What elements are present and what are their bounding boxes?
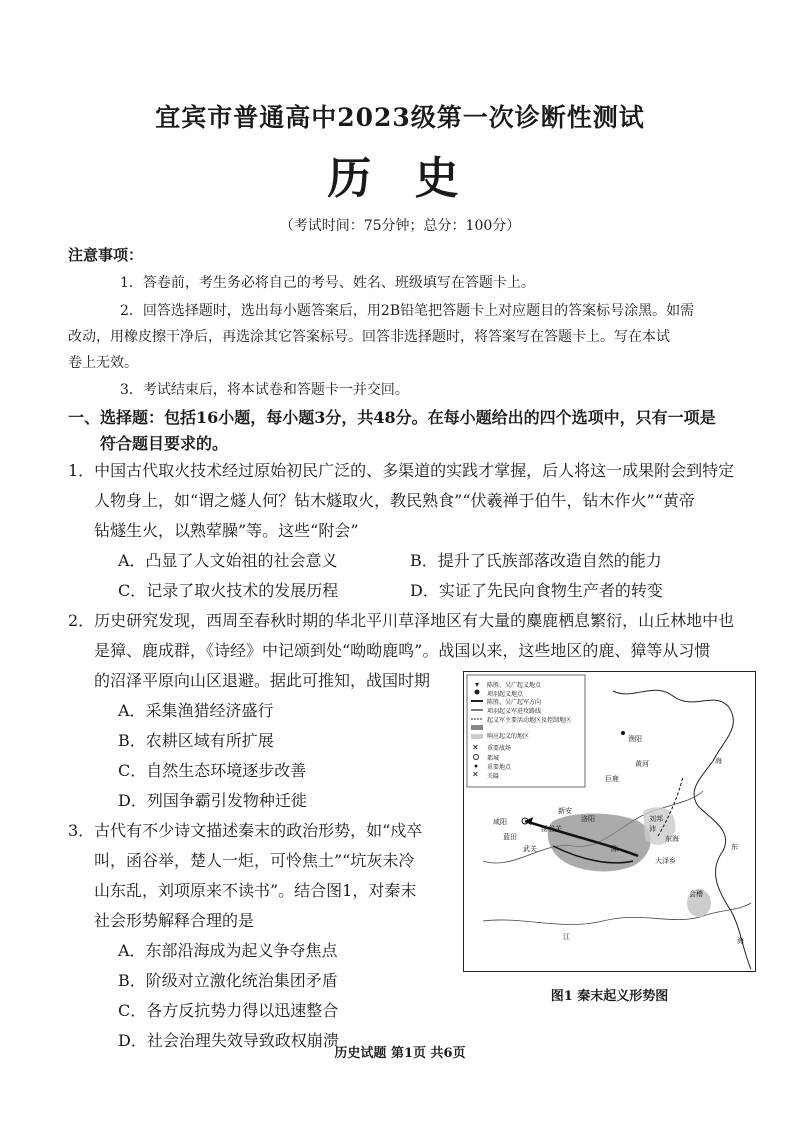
note-2-end: 卷上无效。: [68, 355, 138, 371]
battle-icon: ✕: [472, 743, 479, 752]
place-label-hanguguan: 函谷关: [541, 825, 562, 833]
q2-option-c: C．自然生态环境逐步改善: [118, 761, 307, 780]
q2-stem: 2．历史研究发现，西周至春秋时期的华北平川草泽地区有大量的麋鹿栖息繁衍，山丘林地中也: [68, 611, 735, 630]
place-label-kuaiji: 会稽: [689, 890, 703, 898]
q3-stem: 3．古代有不少诗文描述秦末的政治形势，如“戍卒: [68, 821, 423, 840]
legend-item: 陈胜、吴广起军方向: [487, 699, 542, 706]
note-3: 3．考试结束后，将本试卷和答题卡一并交回。: [120, 382, 409, 398]
q2-stem-3: 的沼泽平原向山区退避。据此可推知，战国时期: [94, 671, 431, 690]
place-label-lantian: 蓝田: [503, 833, 517, 841]
place-label-luoyang: 洛阳: [581, 815, 595, 823]
q2-option-d: D．列国争霸引发物种迁徙: [118, 791, 307, 810]
note-2: 2．回答选择题时，选出每小题答案后，用2B铅笔把答题卡上对应题目的答案标号涂黑。如需: [120, 303, 695, 319]
q3-stem-4: 社会形势解释合理的是: [94, 911, 255, 930]
place-label-wuguan: 武关: [523, 845, 537, 853]
map-legend: [467, 675, 585, 787]
legend-item: 都城: [487, 755, 500, 762]
place-label-xinan: 新安: [558, 807, 572, 815]
q1-stem-3: 钻燧生火，以熟荤臊”等。这些“附会”: [94, 521, 359, 540]
place-icon: [475, 765, 478, 768]
q2-option-b: B．农耕区域有所扩展: [118, 731, 274, 750]
place-label-donghai: 东海: [665, 835, 679, 843]
place-label-river: 黄河: [635, 760, 649, 768]
place-label-hai: 海: [715, 757, 722, 765]
legend-item: 重要地点: [487, 764, 512, 771]
area-swatch-icon: [471, 725, 483, 730]
place-label-hai-2: 海: [737, 937, 744, 945]
q3-option-c: C．各方反抗势力得以迅速整合: [118, 1001, 339, 1020]
legend-item: 项羽起义军进攻路线: [487, 708, 542, 715]
place-label-dong: 东: [731, 843, 738, 851]
q3-stem-2: 叫，函谷举，楚人一炬，可怜焦土”“坑灰未冷: [94, 851, 415, 870]
place-label-chen: 陈: [611, 845, 618, 853]
legend-item: 重要战场: [487, 745, 512, 752]
q1-stem: 1．中国古代取火技术经过原始初民广泛的、多渠道的实践才掌握，后人将这一成果附会到特定: [68, 461, 735, 480]
legend-item: 陈胜、吴广起义地点: [487, 682, 542, 689]
area-swatch-icon: [471, 734, 483, 739]
q3-option-a: A．东部沿海成为起义争夺焦点: [118, 941, 338, 960]
legend-item: 关隘: [487, 773, 500, 780]
section-heading: 一、选择题：包括16小题，每小题3分，共48分。在每小题给出的四个选项中，只有一项是: [68, 408, 716, 427]
q3-stem-3: 山东乱，刘项原来不读书”。结合图1，对秦末: [94, 881, 417, 900]
figure-caption: 图1 秦末起义形势图: [550, 989, 669, 1004]
q2-stem-2: 是獐、鹿成群，《诗经》中记颂到处“呦呦鹿鸣”。战国以来，这些地区的鹿、獐等从习惯: [94, 641, 711, 660]
place-marker: [621, 731, 625, 735]
legend-item: 起义军主要活动地区及控制地区: [487, 717, 572, 724]
place-label-jiang: 江: [563, 933, 570, 941]
place-label-yuyang: 渔阳: [628, 735, 642, 743]
figure-map: [463, 671, 756, 972]
exam-info: （考试时间：75分钟；总分：100分）: [279, 218, 521, 234]
marker-icon: [475, 690, 480, 695]
q1-option-a: A．凸显了人文始祖的社会意义: [118, 551, 338, 570]
pass-icon: ✕: [472, 770, 479, 779]
note-1: 1．答卷前，考生务必将自己的考号、姓名、班级填写在答题卡上。: [120, 275, 535, 291]
q1-stem-2: 人物身上，如“谓之燧人何？钻木燧取火，教民熟食”“伏羲禅于伯牛，钻木作火”“黄帝: [94, 491, 695, 510]
q1-option-d: D．实证了先民向食物生产者的转变: [410, 581, 663, 600]
notes-heading: 注意事项：: [68, 246, 144, 264]
legend-item: 响应起义的地区: [487, 733, 530, 740]
q1-option-c: C．记录了取火技术的发展历程: [118, 581, 339, 600]
q3-option-d: D．社会治理失效导致政权崩溃: [118, 1031, 339, 1050]
place-label-julu: 巨鹿: [605, 775, 619, 783]
place-label-dazexiang: 大泽乡: [655, 857, 676, 865]
place-label-xianyang: 咸阳: [493, 818, 507, 826]
q2-option-a: A．采集渔猎经济盛行: [118, 701, 274, 720]
subject-title: 历 史: [327, 153, 473, 204]
q1-option-b: B．提升了氏族部落改造自然的能力: [410, 551, 662, 570]
note-2-cont: 改动，用橡皮擦干净后，再选涂其它答案标号。回答非选择题时，将答案写在答题卡上。写在本试: [68, 329, 670, 345]
exam-title: 宜宾市普通高中2023级第一次诊断性测试: [155, 103, 645, 132]
page-footer: 历史试题 第1页 共6页: [334, 1046, 466, 1061]
place-label-liubang: 刘邦: [649, 815, 663, 823]
place-label-pei: 沛: [649, 825, 656, 833]
section-heading-cont: 符合题目要求的。: [100, 434, 229, 453]
legend-item: 项羽起义地点: [487, 691, 524, 698]
q3-option-b: B．阶级对立激化统治集团矛盾: [118, 971, 338, 990]
